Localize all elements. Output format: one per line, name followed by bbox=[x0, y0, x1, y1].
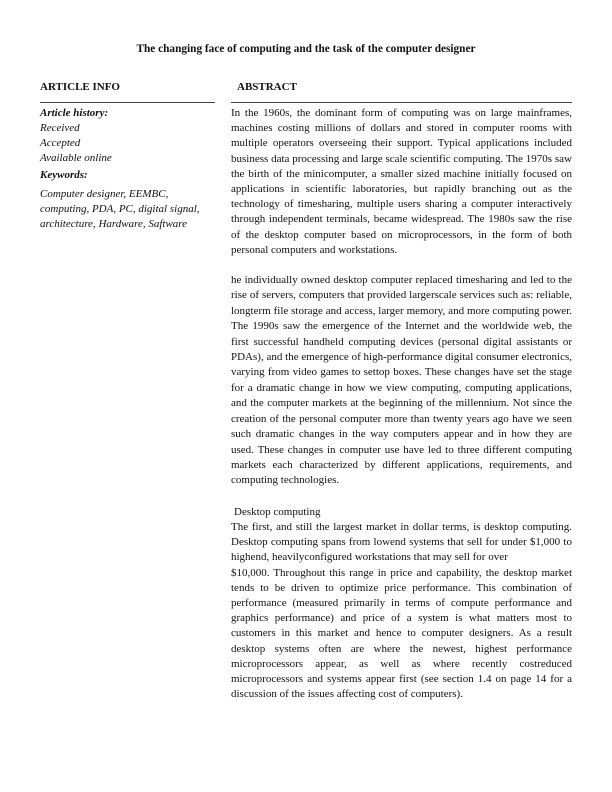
article-info-heading: ARTICLE INFO bbox=[40, 81, 120, 93]
section-paragraph: The first, and still the largest market in dollar terms, is desktop computing. Desktop computing spans from lowend systems that sell for under $1,000 to highend, heavilyconfigured workstations that may sell for over bbox=[231, 520, 572, 564]
article-info-column bbox=[40, 106, 220, 232]
keywords-heading: Keywords: bbox=[40, 169, 88, 181]
section-heading-desktop-computing: Desktop computing bbox=[234, 505, 321, 518]
article-history-heading: Article history: bbox=[40, 107, 109, 119]
section-paragraph: $10,000. Throughout this range in price and capability, the desktop market tends to be driven to optimize price performance. This combination of performance (measured primarily in terms of compute performance and graphics performance) and price of a system is what matters most to customers in this market and hence to computer designers. As a result desktop systems often are where the newest, highest performance microprocessors appear, as well as where recently costreduced microprocessors and systems appear first (see section 1.4 on page 14 for a discussion of the issues affecting cost of computers). bbox=[231, 566, 572, 701]
history-available-online: Available online bbox=[40, 152, 112, 164]
paper-title: The changing face of computing and the task of the computer designer bbox=[136, 43, 476, 55]
abstract-paragraph: In the 1960s, the dominant form of computing was on large mainframes, machines costing millions of dollars and stored in computer rooms with multiple operators overseeing their support. Typical applications included business data processing and large scale scientific computing. The 1970s saw the birth of the minicomputer, a smaller sized machine initially focused on applications in scientific laboratories, but rapidly branching out as the technology of timesharing, multiple users sharing a computer interactively through independent terminals, became widespread. The 1980s saw the rise of the desktop computer based on microprocessors, in the form of both personal computers and workstations. bbox=[231, 107, 572, 256]
keywords-text: Computer designer, EEMBC, computing, PDA, PC, digital signal, architecture, Hardware, Saftware bbox=[40, 188, 200, 230]
abstract-paragraph: he individually owned desktop computer replaced timesharing and led to the rise of servers, computers that provided largerscale services such as: reliable, longterm file storage and access, larger memory, and more computing power. The 1990s saw the emergence of the Internet and the worldwide web, the first successful handheld computing devices (personal digital assistants or PDAs), and the emergence of high-performance digital consumer electronics, varying from video games to settop boxes. These changes have set the stage for a dramatic change in how we view computing, computing applications, and the computer markets at the beginning of the millennium. Not since the creation of the personal computer more than twenty years ago have we seen such dramatic changes in the way computers appear and in how they are used. These changes in computer use have led to three different computing markets each characterized by different applications, requirements, and computing technologies. bbox=[231, 274, 572, 487]
abstract-column bbox=[231, 106, 572, 702]
history-accepted: Accepted bbox=[40, 137, 81, 149]
article-info-rule bbox=[40, 102, 215, 103]
abstract-heading: ABSTRACT bbox=[237, 81, 297, 93]
history-received: Received bbox=[40, 122, 80, 134]
abstract-rule bbox=[231, 102, 572, 103]
